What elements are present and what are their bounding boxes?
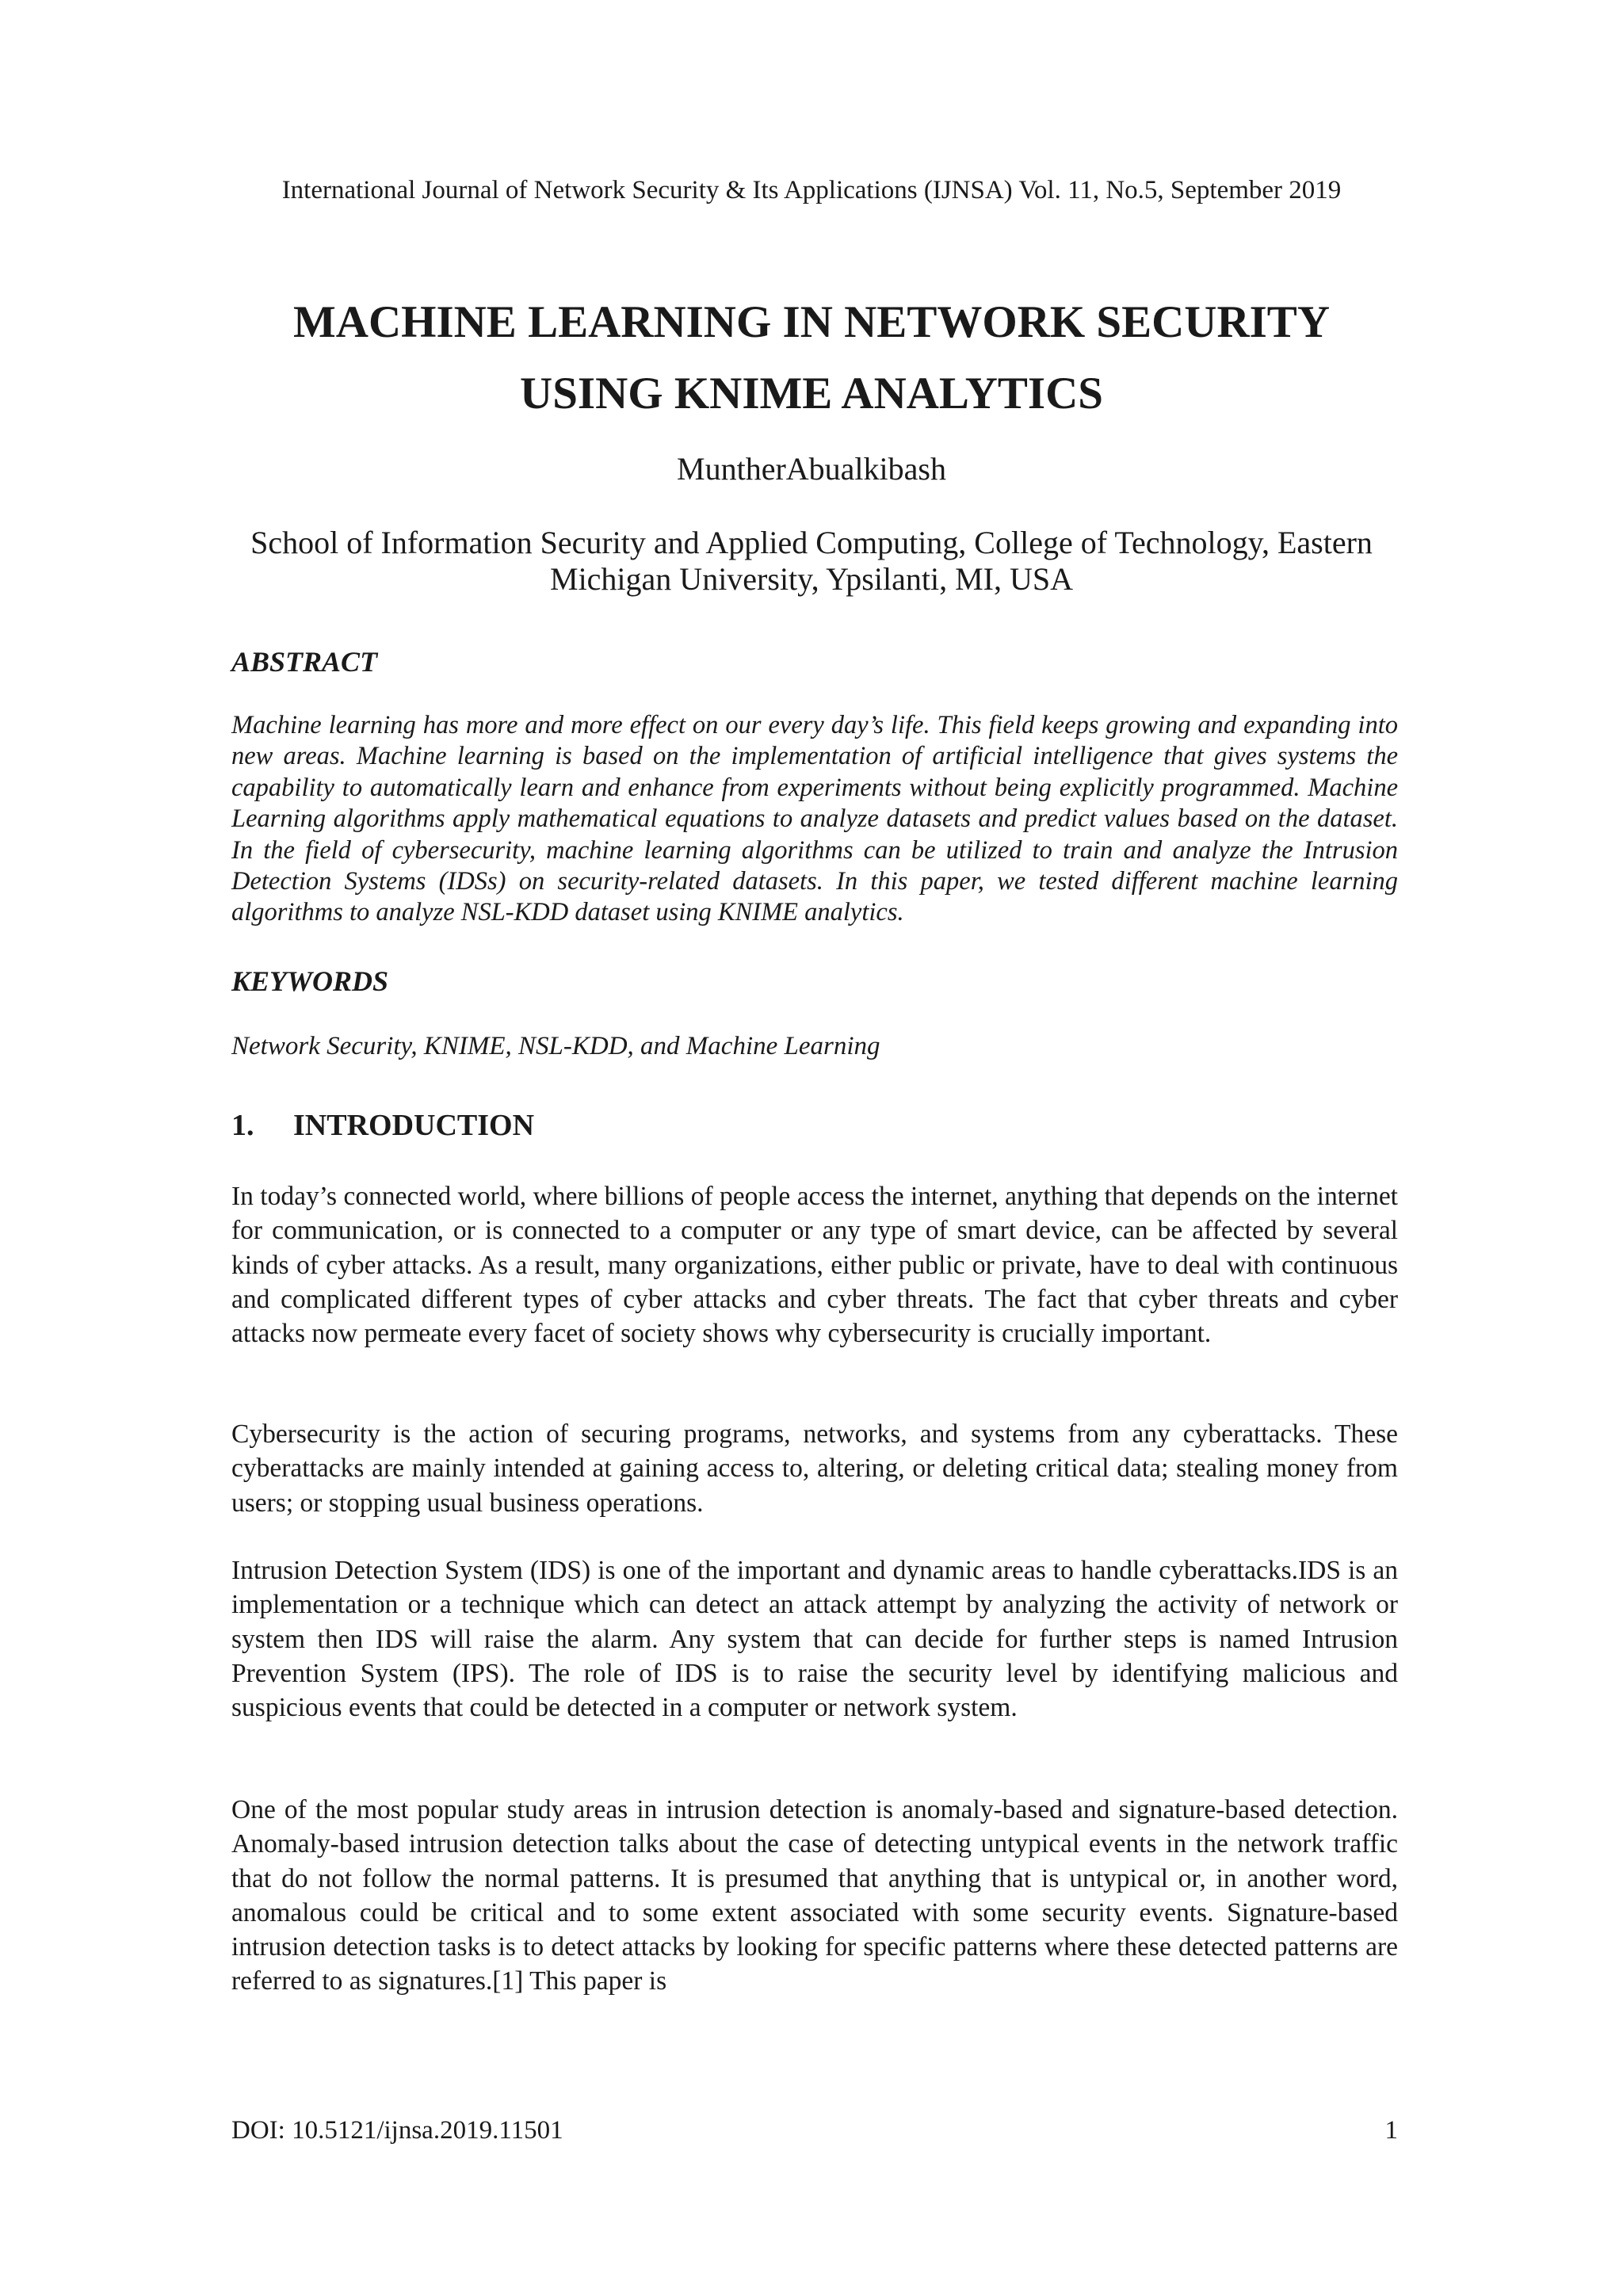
author-name: MuntherAbualkibash [677, 451, 946, 487]
page-footer [231, 2115, 1398, 2146]
intro-paragraph-3: Intrusion Detection System (IDS) is one of the important and dynamic areas to handle cyberattacks.IDS is an implementation or a technique which can detect an attack attempt by analyzing the activity of network or system then IDS will raise the alarm. Any system that can decide for further steps is named Intrusion Prevention System (IPS). The role of IDS is to raise the security level by identifying malicious and suspicious events that could be detected in a computer or network system. [231, 1556, 1398, 1723]
intro-paragraph-2: Cybersecurity is the action of securing programs, networks, and systems from any cyberattacks. These cyberattacks are mainly intended at gaining access to, altering, or deleting critical data; stealing money from users; or stopping usual business operations. [231, 1419, 1398, 1518]
section-title: INTRODUCTION [293, 1109, 535, 1142]
doi-link[interactable]: DOI: 10.5121/ijnsa.2019.11501 [231, 2116, 563, 2145]
title-line-1: MACHINE LEARNING IN NETWORK SECURITY [293, 297, 1330, 347]
page-number: 1 [1384, 2116, 1398, 2145]
keywords-heading: KEYWORDS [231, 965, 389, 997]
introduction-heading [231, 1108, 534, 1143]
author-affiliation: School of Information Security and Applied Computing, College of Technology, Eastern Michigan University, Ypsilanti, MI, USA [250, 525, 1373, 597]
intro-paragraph-4: One of the most popular study areas in intrusion detection is anomaly-based and signature-based detection. Anomaly-based intrusion detection talks about the case of detecting untypical events in the network traffic that do not follow the normal patterns. It is presumed that anything that is untypical or, in another word, anomalous could be critical and to some extent associated with some security events. Signature-based intrusion detection tasks is to detect attacks by looking for specific patterns where these detected patterns are referred to as signatures.[1] This paper is [231, 1795, 1398, 1996]
running-header: International Journal of Network Security & Its Applications (IJNSA) Vol. 11, No.5, September 2019 [281, 176, 1342, 204]
intro-paragraph-1: In today’s connected world, where billions of people access the internet, anything that depends on the internet for communication, or is connected to a computer or any type of smart device, can be affected by several kinds of cyber attacks. As a result, many organizations, either public or private, have to deal with continuous and complicated different types of cyber attacks and cyber threats. The fact that cyber threats and cyber attacks now permeate every facet of society shows why cybersecurity is crucially important. [231, 1182, 1398, 1349]
paper-title [198, 287, 1425, 430]
abstract-heading: ABSTRACT [231, 646, 378, 678]
abstract-text: Machine learning has more and more effect on our every day’s life. This field keeps growing and expanding into new areas. Machine learning is based on the implementation of artificial intelligence that gives systems the capability to automatically learn and enhance from experiments without being explicitly programmed. Machine Learning algorithms apply mathematical equations to analyze datasets and predict values based on the dataset. In the field of cybersecurity, machine learning algorithms can be utilized to train and analyze the Intrusion Detection Systems (IDSs) on security-related datasets. In this paper, we tested different machine learning algorithms to analyze NSL-KDD dataset using KNIME analytics. [231, 711, 1398, 927]
keywords-text: Network Security, KNIME, NSL-KDD, and Machine Learning [231, 1032, 880, 1060]
title-line-2: USING KNIME ANALYTICS [520, 369, 1103, 418]
section-number: 1. [231, 1109, 254, 1142]
